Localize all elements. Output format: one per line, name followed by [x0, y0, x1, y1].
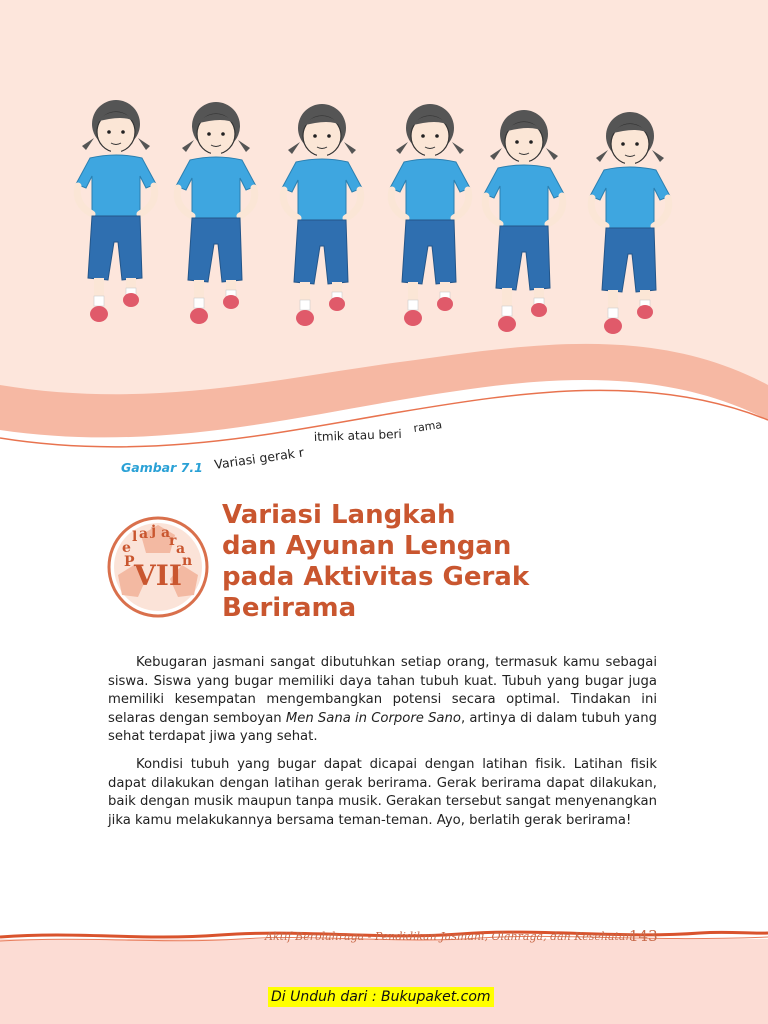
badge-letter-8: a [176, 541, 186, 557]
chapter-title [222, 500, 529, 624]
chapter-title-line: pada Aktivitas Gerak [222, 562, 530, 592]
paragraph-2: Kondisi tubuh yang bugar dapat dicapai dengan latihan fisik. Latihan fisik dapat dilakukan dengan latihan gerak berirama. Gerak berirama dapat dilakukan, baik dengan musik maupun tanpa musik. Gerakan tersebut sangat menyenangkan jika kamu melakukannya bersama teman-teman. Ayo, berlatih gerak berirama! [108, 756, 657, 828]
badge-letter-6: a [161, 525, 171, 541]
page-number: 143 [629, 927, 658, 945]
chapter-title-line: Variasi Langkah [222, 500, 456, 530]
body-text [108, 654, 657, 839]
badge-letter-3: l [132, 529, 138, 545]
chapter-number: VII [134, 559, 182, 592]
paragraph-1 [108, 654, 657, 747]
badge-letter-5: j [151, 523, 157, 539]
figure-label: Gambar 7.1 [121, 460, 203, 475]
badge-letter-2: e [122, 540, 131, 556]
figure-caption-part-2: itmik atau beri [313, 426, 402, 444]
chapter-badge [106, 515, 210, 619]
figure-caption-part-1: Variasi gerak r [213, 444, 305, 472]
badge-letter-1: P [124, 554, 135, 570]
paragraph-1-text-end: , artinya di dalam tubuh yang sehat terdapat jiwa yang sehat. [108, 710, 657, 745]
footer-book-title: Aktif Berolahraga - Pendidikan Jasmani, Olahraga, dan Kesehatan [265, 930, 633, 943]
figure-caption [0, 0, 768, 480]
chapter-title-line: Berirama [222, 593, 357, 623]
figure-caption-part-3: rama [412, 418, 443, 435]
badge-letter-9: n [182, 553, 193, 569]
paragraph-1-text: Kebugaran jasmani sangat dibutuhkan setiap orang, termasuk kamu sebagai siswa. Siswa yang bugar memiliki daya tahan tubuh kuat. Tubuh yang bugar juga memiliki kesempatan mengembangkan potensi secara optimal. Tindakan ini selaras dengan semboyan [108, 655, 657, 726]
badge-letter-7: r [169, 533, 177, 549]
badge-letter-4: a [139, 526, 149, 542]
chapter-title-line: dan Ayunan Lengan [222, 531, 512, 561]
motto-italic: Men Sana in Corpore Sano [285, 710, 461, 726]
download-source-link[interactable]: Di Unduh dari : Bukupaket.com [268, 987, 494, 1007]
